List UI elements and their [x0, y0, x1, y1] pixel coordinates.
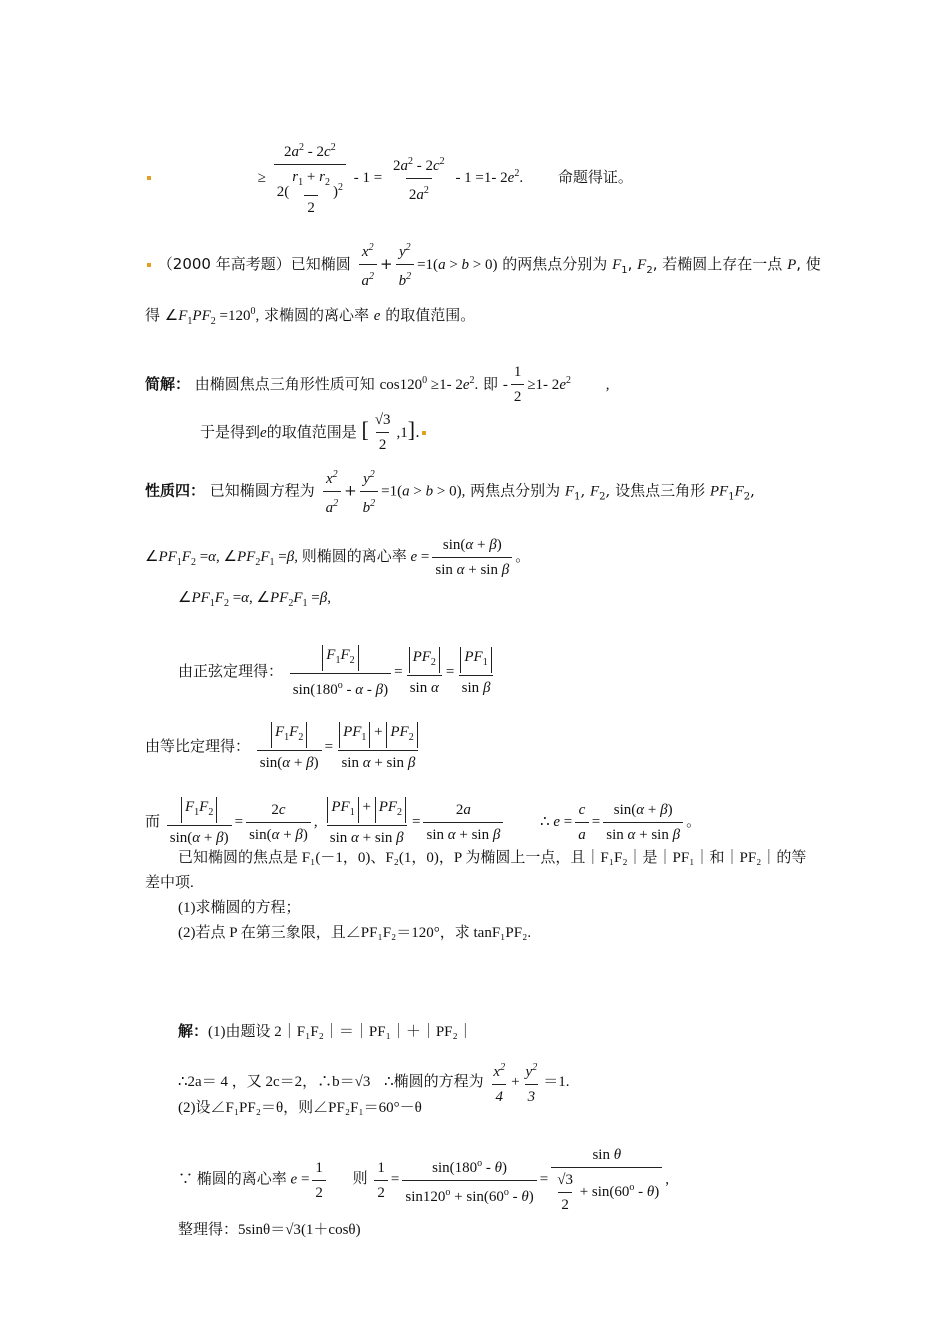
sine-rule-label: 由正弦定理得： — [178, 661, 284, 680]
solution-s4: ∵ 椭圆的离心率 e = $\frac{1}{2}$ 则 $\frac{1}{2}$ = $\frac{\sin(180^o - \theta)}{\sin 120^o + \sin(60^o - \theta)}$ = sin θ $\frac{√3}{2}$ + $\sin(60^o - \theta)$ , — [178, 1147, 670, 1213]
property4-text4: 则椭圆的离心率 — [301, 546, 407, 565]
er-label: 而 — [145, 813, 161, 830]
solution-s2: ∴2a＝ 4 ，又 2c＝2，∴b＝√3 ∴椭圆的方程为 $\frac{x^2}{4}$ + $\frac{y^2}{3}$ ＝1. — [178, 1062, 570, 1105]
example-mid: 的两焦点分别为 — [502, 255, 608, 273]
brief-line-1: 简解： 由椭圆焦点三角形性质可知 $\cos 120^0 \ge 1-$ $2e^2$. 即 - $\frac{1}{2}$ ≥1- $2e^2$ , — [145, 364, 610, 405]
problem-intro: 已知椭圆的焦点是 F₁(－1，0)、F₂(1，0)，P 为椭圆上一点，且｜F₁F₂｜是｜PF₁｜和｜PF₂｜的等 — [178, 850, 807, 866]
property4-text3: 设焦点三角形 — [615, 481, 706, 500]
marker-dot — [147, 176, 151, 180]
property4-line-1: 性质四： 已知椭圆方程为 $\frac{x^2}{a^2}$ + $\frac{y^2}{b^2}$ =1(a > b > 0), 两焦点分别为 $F_1$, $F_2$, 设焦点三角形 $PF_1F_2$, — [145, 469, 755, 516]
solution-s2a: ∴2a＝ 4 ，又 2c＝2，∴b＝ — [178, 1073, 355, 1090]
problem-q1: (1)求椭圆的方程； — [178, 900, 301, 916]
brief-text4: 的取值范围是 — [266, 423, 357, 441]
example-tail: 使 — [805, 255, 821, 273]
solution-s4-text: ∵ 椭圆的离心率 — [178, 1171, 287, 1188]
therefore-symbol: ∴ — [540, 813, 550, 830]
example-line2-end: 的取值范围。 — [385, 306, 476, 324]
angle-definition: $\angle PF_1F_2 =\alpha$, $\angle PF_2F_1 =\beta$, — [178, 590, 331, 609]
proof-inequality-line: ≥ $2a^2 - 2c^2$ 2( $\frac{r_1 + r_2}{2}$ )$^2$ - 1 = $\frac{2a^2 - 2c^2}{2a^2}$ - 1 =1- $2e^2$. 命题得证。 — [145, 138, 633, 218]
example-line2-mid: 求椭圆的离心率 — [264, 306, 370, 324]
brief-line-2: 于是得到e的取值范围是 [ $\frac{√3}{2}$ ,1]. — [200, 410, 428, 455]
solution-label: 解： — [178, 1024, 209, 1040]
property4-text2: 两焦点分别为 — [470, 481, 561, 500]
brief-text2: 即 — [483, 375, 499, 393]
brief-text3: 于是得到 — [200, 423, 261, 441]
solution-s5-text: 整理得：5sinθ＝ — [178, 1222, 286, 1238]
marker-dot — [422, 431, 426, 435]
solution-s4b: 则 — [352, 1171, 368, 1188]
example-mid2: 若椭圆上存在一点 — [662, 255, 783, 273]
proof-end-text: 命题得证。 — [557, 168, 633, 186]
property4-label: 性质四： — [145, 481, 206, 500]
property4-text1: 已知椭圆方程为 — [209, 481, 315, 500]
solution-s1-text: (1)由题设 2｜F₁F₂｜＝｜PF₁｜＋｜PF₂｜ — [208, 1024, 473, 1040]
solution-s1 — [178, 1022, 473, 1042]
example-line-2: 得 $\angle F_1PF_2 =120^0$, 求椭圆的离心率 e 的取值范围。 — [145, 306, 476, 327]
example-line-1: （2000 年高考题）已知椭圆 $\frac{x^2}{a^2}$ + $\frac{y^2}{b^2}$ =1(a > b > 0) 的两焦点分别为 $F_1$, $F_2$, 若椭圆上存在一点 P, 使 — [145, 238, 821, 291]
brief-label: 简解： — [145, 375, 191, 393]
solution-s5: 整理得：5sinθ＝√3(1＋cosθ) — [178, 1222, 361, 1238]
fraction: $2a^2 - 2c^2$ 2( $\frac{r_1 + r_2}{2}$ )$^2$ — [274, 138, 346, 218]
sine-rule-line: 由正弦定理得： $\frac{F_1F_2}{\sin(180^o - \alpha - \beta)}$ = $\frac{PF_2}{\text{sin α}}$ = $\frac{PF_1}{\text{sin β}}$ — [178, 645, 498, 700]
conclusion-line: 而 $\frac{F_1F_2}{\sin(\alpha + \beta)}$ = $\frac{2c}{\sin(\alpha + \beta)}$ , $\frac{PF_1 + PF_2}{\text{sin α + sin β}}$ = $\frac{2a}{\text{sin α + sin β}}$ ∴ e = $\frac{c}{a}$ = $\frac{\sin(\alpha + \beta)}{\text{sin α + sin β}}$ 。 — [145, 799, 702, 846]
brief-text1: 由椭圆焦点三角形性质可知 — [194, 375, 375, 393]
example-prefix: （2000 年高考题）已知椭圆 — [157, 255, 351, 273]
solution-s2b: ∴椭圆的方程为 — [384, 1073, 484, 1090]
solution-s3: (2)设∠F₁PF₂＝θ，则∠PF₂F₁＝60°－θ — [178, 1100, 422, 1116]
problem-intro-cont: 差中项. — [145, 875, 194, 891]
ratio-rule-line: 由等比定理得： $\frac{F_1F_2}{\sin(\alpha + \beta)}$ = $\frac{PF_1 + PF_2}{\text{sin α + sin β}}$ — [145, 722, 424, 773]
property4-line-2: $\angle PF_1F_2 =\alpha$, $\angle PF_2F_1 =\beta$, 则椭圆的离心率 e = $\frac{\sin(\alpha + \beta)}{\text{sin α + sin β}}$ 。 — [145, 537, 531, 578]
marker-dot — [147, 263, 151, 267]
problem-q2: (2)若点 P 在第三象限，且∠PF₁F₂＝120°，求 tanF₁PF₂. — [178, 925, 532, 941]
ratio-rule-label: 由等比定理得： — [145, 736, 251, 755]
example-line2-start: 得 — [145, 306, 161, 324]
solution-s5b: (1＋cosθ) — [300, 1222, 361, 1238]
